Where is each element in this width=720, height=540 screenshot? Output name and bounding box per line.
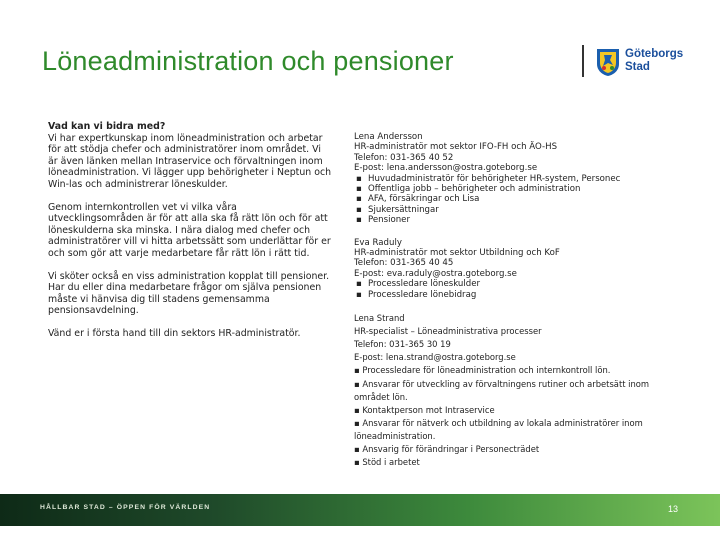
contact-role: HR-administratör mot sektor Utbildning och KoF [354, 248, 560, 259]
contact-name: Lena Strand [354, 313, 405, 324]
responsibility-item: ▪ Ansvarar för nätverk och utbildning av lokala administratörer inom löneadministration. [354, 417, 643, 441]
logo-divider [582, 45, 584, 77]
responsibility-item: ▪ Processledare lönebidrag [354, 290, 674, 300]
footer-slogan: HÅLLBAR STAD – ÖPPEN FÖR VÄRLDEN [40, 504, 211, 511]
contacts-column [354, 132, 674, 481]
contact-role: HR-administratör mot sektor IFO-FH och ÄO-HS [354, 142, 558, 153]
intro-column [48, 121, 333, 351]
contact-phone: Telefon: 031-365 40 52 [354, 152, 454, 163]
logo-wordmark [625, 48, 683, 74]
contact-card-lena-andersson [354, 132, 674, 226]
responsibility-item: ▪ Ansvarar för utveckling av förvaltningens rutiner och arbetsätt inom området lön. [354, 378, 650, 402]
responsibility-item: ▪ Pensioner [354, 215, 674, 225]
responsibility-item: ▪ Huvudadministratör för behörigheter HR-system, Personec [354, 174, 674, 184]
responsibility-item: ▪ Ansvarig för förändringar i Personecträdet [354, 444, 540, 455]
intro-paragraph-3: Vi sköter också en viss administration kopplat till pensioner. Har du eller dina medarbetare frågor om själva pensionen måste vi hänvisa dig till stadens gemensamma pensionsavdelning. [48, 270, 330, 317]
contact-name: Eva Raduly [354, 237, 402, 248]
contact-card-eva-raduly [354, 238, 674, 300]
contact-email[interactable]: E-post: lena.andersson@ostra.goteborg.se [354, 163, 538, 174]
responsibility-item: ▪ Kontaktperson mot Intraservice [354, 404, 495, 415]
contact-phone: Telefon: 031-365 40 45 [354, 258, 454, 269]
contact-phone: Telefon: 031-365 30 19 [354, 339, 451, 350]
intro-paragraph-1 [48, 121, 333, 191]
contact-card-lena-strand [354, 312, 674, 469]
page-title: Löneadministration och pensioner [42, 46, 454, 76]
intro-question: Vad kan vi bidra med? [48, 121, 166, 132]
logo-line-2: Stad [625, 61, 650, 73]
responsibility-item: ▪ Processledare för löneadministration och internkontroll lön. [354, 365, 611, 376]
goteborg-lion-icon [595, 47, 621, 77]
contact-email[interactable]: E-post: eva.raduly@ostra.goteborg.se [354, 268, 517, 279]
intro-paragraph-4: Vänd er i första hand till din sektors HR-administratör. [48, 327, 301, 339]
responsibility-item: ▪ Processledare löneskulder [354, 279, 674, 289]
responsibility-list [354, 279, 674, 300]
contact-name: Lena Andersson [354, 132, 423, 142]
responsibility-list [354, 364, 674, 469]
responsibility-item: ▪ AFA, försäkringar och Lisa [354, 194, 674, 204]
contact-email[interactable]: E-post: lena.strand@ostra.goteborg.se [354, 352, 516, 363]
intro-paragraph-2: Genom internkontrollen vet vi vilka våra utvecklingsområden är för att alla ska få rätt lön och för att löneskulderna ska minska. I nära dialog med chefer och administratörer vill vi hitta arbetssätt som underlättar för er och som gör att varje medarbetare får rätt lön i rätt tid. [48, 201, 331, 259]
responsibility-list [354, 174, 674, 226]
intro-text-1: Vi har expertkunskap inom löneadministration och arbetar för att stödja chefer och administratörer inom området. Vi är även länken mellan Intraservice och förvaltningen inom löneadministration. Vi lägger upp behörigheter i Neptun och Win-las och administrerar löneskulder. [48, 132, 332, 190]
logo-line-1: Göteborgs [625, 48, 684, 60]
goteborgs-stad-logo [582, 45, 692, 81]
contact-role: HR-specialist – Löneadministrativa processer [354, 326, 542, 337]
footer-bar [0, 494, 720, 526]
responsibility-item: ▪ Stöd i arbetet [354, 457, 420, 468]
responsibility-item: ▪ Offentliga jobb – behörigheter och administration [354, 184, 674, 194]
page-number: 13 [667, 504, 678, 514]
responsibility-item: ▪ Sjukersättningar [354, 205, 674, 215]
